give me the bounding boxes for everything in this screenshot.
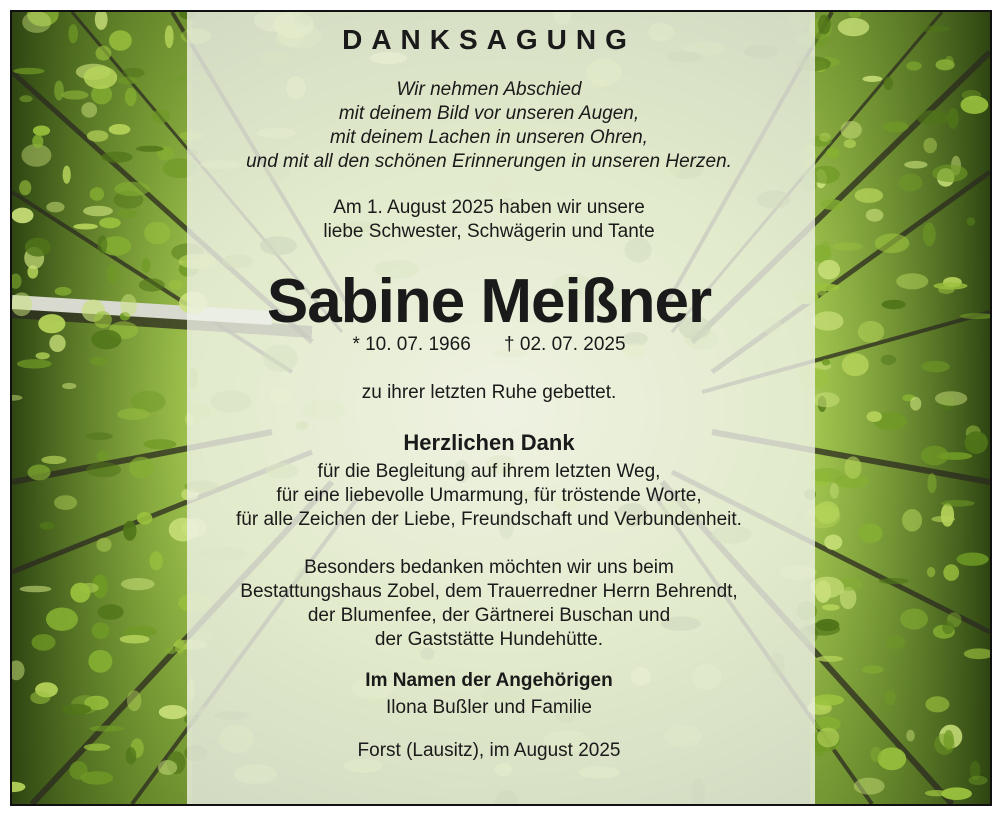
leaf-cluster	[90, 357, 109, 366]
rest-line: zu ihrer letzten Ruhe gebettet.	[361, 382, 617, 403]
life-dates	[0, 334, 978, 356]
leaf-cluster	[822, 359, 830, 366]
poem-line: und mit all den schönen Erinnerungen in unseren Herzen.	[246, 151, 732, 172]
leaf-cluster	[158, 760, 177, 775]
leaf-cluster	[906, 61, 922, 70]
notice-heading: DANKSAGUNG	[342, 24, 636, 55]
special-thanks	[0, 556, 978, 652]
special-line: Bestattungshaus Zobel, dem Trauerredner Herrn Behrendt,	[240, 581, 738, 602]
intro-line: Am 1. August 2025 haben wir unsere	[333, 197, 645, 218]
leaf-cluster	[19, 180, 31, 195]
leaf-cluster	[881, 355, 896, 365]
special-line: der Gaststätte Hundehütte.	[374, 629, 604, 650]
leaf-cluster	[867, 411, 882, 422]
leaf-cluster	[96, 538, 111, 552]
poem-line: mit deinem Lachen in unseren Ohren,	[330, 127, 648, 148]
leaf-cluster	[824, 535, 842, 550]
leaf-cluster	[816, 656, 843, 662]
poem-line: Wir nehmen Abschied	[396, 79, 582, 100]
leaf-cluster	[90, 726, 125, 732]
thanks-heading: Herzlichen Dank	[403, 430, 575, 455]
signature-family: Ilona Bußler und Familie	[386, 697, 592, 718]
leaf-cluster	[842, 353, 869, 376]
thanks-line: für eine liebevolle Umarmung, für tröstende Worte,	[276, 485, 702, 506]
thanks-body	[0, 460, 978, 532]
place-date: Forst (Lausitz), im August 2025	[357, 740, 621, 761]
leaf-cluster	[945, 56, 954, 66]
leaf-cluster	[17, 359, 52, 368]
leaf-cluster	[925, 790, 948, 796]
leaf-cluster	[123, 68, 145, 78]
intro	[0, 196, 978, 244]
thanks-line: für alle Zeichen der Liebe, Freundschaft und Verbundenheit.	[236, 509, 742, 530]
poem-line: mit deinem Bild vor unseren Augen,	[338, 103, 640, 124]
leaf-cluster	[921, 361, 949, 373]
leaf-cluster	[854, 778, 885, 795]
special-line: Besonders bedanken möchten wir uns beim	[304, 557, 674, 578]
leaf-cluster	[114, 182, 150, 196]
deceased-name: Sabine Meißner	[266, 267, 712, 336]
leaf-cluster	[898, 174, 922, 192]
special-line: der Blumenfee, der Gärtnerei Buschan und	[307, 605, 671, 626]
leaf-cluster	[117, 408, 150, 420]
leaf-cluster	[13, 68, 44, 75]
leaf-cluster	[69, 761, 87, 780]
poem	[0, 78, 978, 174]
thanks-line: für die Begleitung auf ihrem letzten Weg,	[317, 461, 661, 482]
leaf-cluster	[968, 776, 987, 785]
signature-heading: Im Namen der Angehörigen	[365, 670, 613, 691]
birth-date: * 10. 07. 1966	[352, 334, 471, 355]
intro-line: liebe Schwester, Schwägerin und Tante	[323, 221, 655, 242]
death-date: † 02. 07. 2025	[504, 334, 626, 355]
